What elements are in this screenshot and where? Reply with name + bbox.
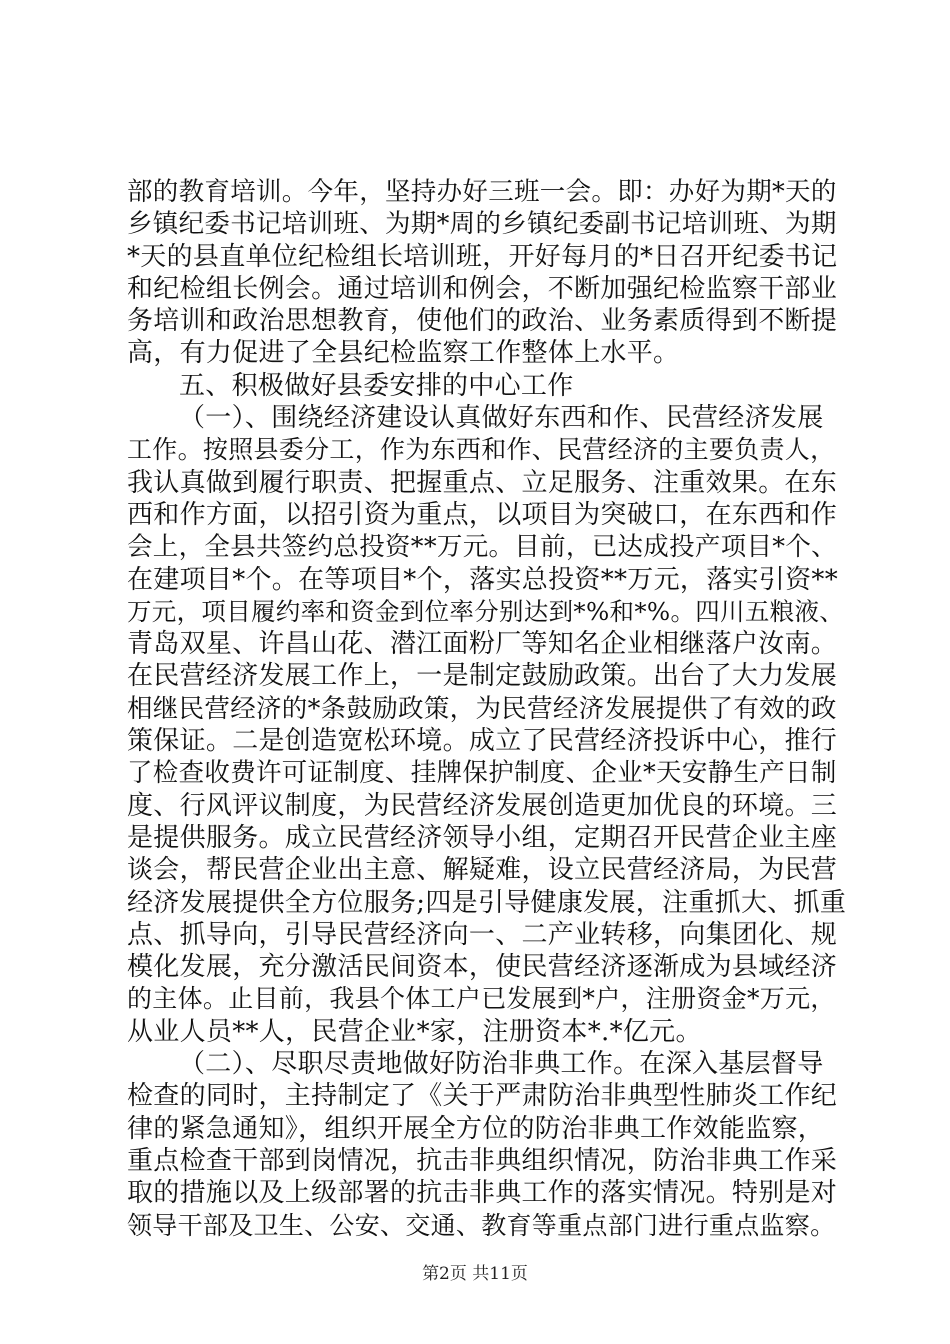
text-line: 乡镇纪委书记培训班、为期*周的乡镇纪委副书记培训班、为期 — [127, 209, 837, 240]
paragraph-start-line: （一）、围绕经济建设认真做好东西和作、民营经济发展 — [179, 403, 824, 434]
text-line: 度、行风评议制度，为民营经济发展创造更加优良的环境。三 — [127, 790, 838, 821]
text-line: 律的紧急通知》，组织开展全方位的防治非典工作效能监察， — [127, 1113, 825, 1144]
text-line: 取的措施以及上级部署的抗击非典工作的落实情况。特别是对 — [127, 1178, 838, 1209]
text-line: 在建项目*个。在等项目*个，落实总投资**万元，落实引资** — [127, 564, 839, 595]
text-line: 工作。按照县委分工，作为东西和作、民营经济的主要负责人， — [127, 435, 836, 465]
text-line: 谈会，帮民营企业出主意、解疑难，设立民营经济局，为民营 — [127, 855, 838, 886]
text-line: 青岛双星、许昌山花、潜江面粉厂等知名企业相继落户汝南。 — [127, 629, 838, 660]
text-line: 高，有力促进了全县纪检监察工作整体上水平。 — [127, 338, 680, 369]
text-line: 和纪检组长例会。通过培训和例会，不断加强纪检监察干部业 — [127, 273, 838, 304]
text-line: 从业人员**人，民营企业*家，注册资本*.*亿元。 — [127, 1016, 702, 1047]
text-line: 经济发展提供全方位服务;四是引导健康发展，注重抓大、抓重 — [127, 887, 847, 918]
text-line: *天的县直单位纪检组长培训班，开好每月的*日召开纪委书记 — [127, 241, 838, 272]
text-line: 是提供服务。成立民营经济领导小组，定期召开民营企业主座 — [127, 822, 838, 853]
text-line: 检查的同时，主持制定了《关于严肃防治非典型性肺炎工作纪 — [127, 1081, 838, 1112]
text-line: 相继民营经济的*条鼓励政策，为民营经济发展提供了有效的政 — [127, 693, 837, 724]
paragraph-start-line: （二）、尽职尽责地做好防治非典工作。在深入基层督导 — [179, 1049, 824, 1080]
text-line: 万元，项目履约率和资金到位率分别达到*%和*%。四川五粮液、 — [127, 596, 845, 626]
document-body — [127, 176, 847, 1242]
paragraph-start-line: 五、积极做好县委安排的中心工作 — [179, 370, 574, 401]
text-line: 点、抓导向，引导民营经济向一、二产业转移，向集团化、规 — [127, 919, 838, 950]
text-line: 了检查收费许可证制度、挂牌保护制度、企业*天安静生产日制 — [127, 758, 837, 789]
text-line: 领导干部及卫生、公安、交通、教育等重点部门进行重点监察。 — [127, 1210, 836, 1240]
text-line: 会上，全县共签约总投资**万元。目前，已达成投产项目*个、 — [127, 532, 837, 563]
text-line: 模化发展，充分激活民间资本，使民营经济逐渐成为县域经济 — [127, 952, 838, 983]
text-line: 我认真做到履行职责、把握重点、立足服务、注重效果。在东 — [127, 467, 838, 498]
text-line: 西和作方面，以招引资为重点，以项目为突破口，在东西和作 — [127, 499, 838, 530]
text-line: 重点检查干部到岗情况，抗击非典组织情况，防治非典工作采 — [127, 1145, 838, 1176]
text-line: 的主体。止目前，我县个体工户已发展到*户，注册资金*万元， — [127, 984, 836, 1014]
text-line: 策保证。二是创造宽松环境。成立了民营经济投诉中心，推行 — [127, 726, 838, 757]
page-footer: 第2页 共11页 — [422, 1264, 528, 1284]
text-line: 在民营经济发展工作上，一是制定鼓励政策。出台了大力发展 — [127, 661, 838, 692]
text-line: 务培训和政治思想教育，使他们的政治、业务素质得到不断提 — [127, 306, 838, 337]
text-line: 部的教育培训。今年，坚持办好三班一会。即：办好为期*天的 — [127, 177, 837, 207]
